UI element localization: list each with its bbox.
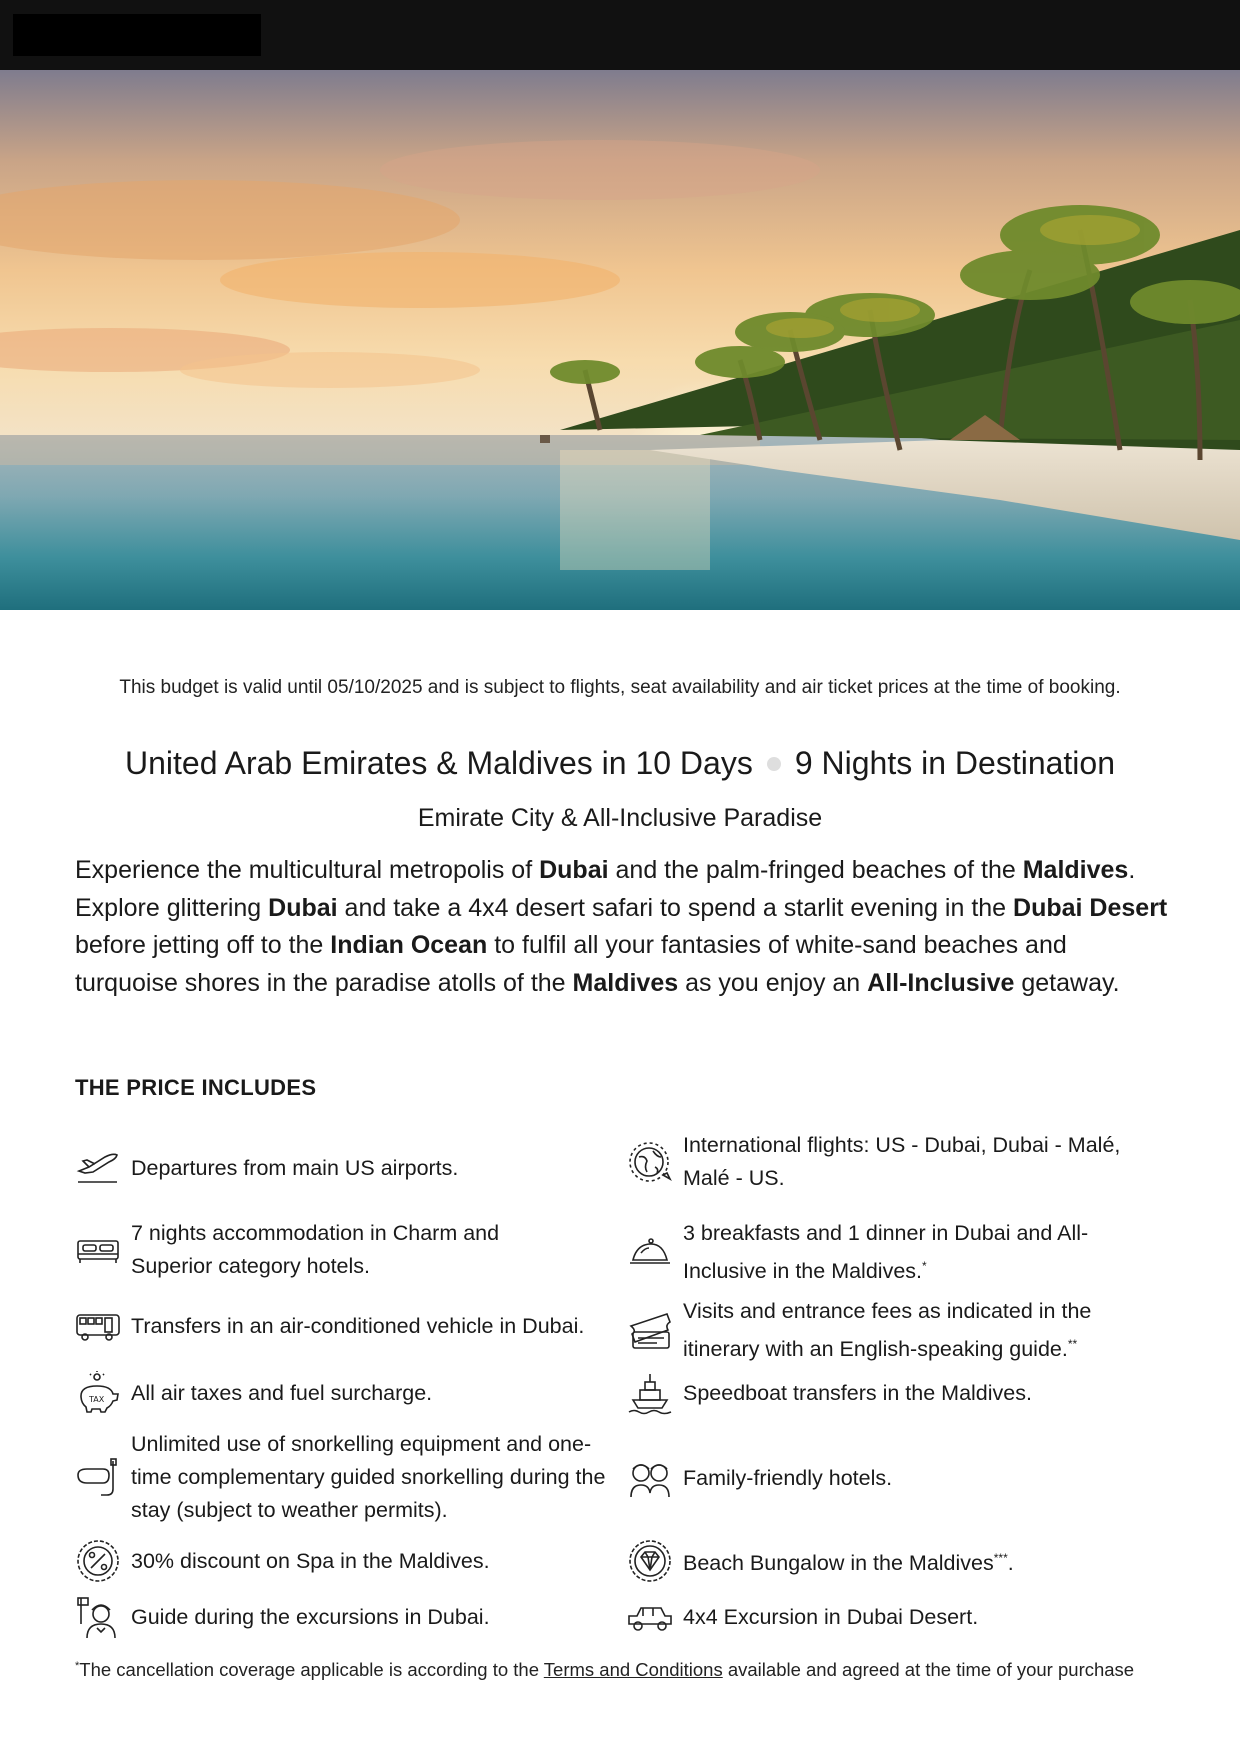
include-item-international-flights — [627, 1129, 1167, 1195]
ship-icon — [627, 1370, 673, 1416]
include-text: Guide during the excursions in Dubai. — [131, 1604, 490, 1629]
page-subtitle: Emirate City & All-Inclusive Paradise — [417, 804, 823, 832]
include-text — [683, 1542, 1014, 1580]
bed-icon — [75, 1227, 121, 1273]
description-text: as you enjoy an — [678, 968, 868, 997]
family-icon — [627, 1455, 673, 1501]
include-item-visits — [627, 1295, 1167, 1366]
footnote-text: The cancellation coverage applicable is according to the — [79, 1659, 544, 1681]
description-text: to fulfil all your fantasies of white-sand beaches and turquoise shores in the paradise atolls of the — [75, 931, 1067, 997]
include-text — [683, 1217, 1163, 1288]
discount-icon — [75, 1538, 121, 1584]
bus-icon — [75, 1303, 121, 1349]
include-item-snorkelling — [75, 1428, 615, 1527]
footnote-mark: * — [75, 1660, 80, 1672]
trip-description — [75, 852, 1170, 1002]
footnote-mark: *** — [993, 1550, 1008, 1565]
include-item-taxes — [75, 1370, 615, 1416]
price-includes-heading: THE PRICE INCLUDES — [75, 1075, 317, 1100]
include-item-spa-discount — [75, 1538, 615, 1584]
include-item-bungalow — [627, 1538, 1167, 1584]
svg-text:TAX: TAX — [89, 1395, 105, 1404]
description-bold: Indian Ocean — [330, 931, 488, 959]
terms-link[interactable]: Terms and Conditions — [543, 1659, 723, 1681]
tax-piggy-icon — [75, 1370, 121, 1416]
footnote-mark: * — [922, 1259, 927, 1273]
validity-note: This budget is valid until 05/10/2025 and is subject to flights, seat availability and air ticket prices at the time of booking. — [119, 677, 1121, 698]
include-item-departures — [75, 1145, 615, 1191]
title-main: United Arab Emirates & Maldives in 10 Days — [125, 745, 753, 781]
include-text-main: Beach Bungalow in the Maldives — [683, 1551, 994, 1576]
description-text: and the palm-fringed beaches of the — [608, 856, 1023, 884]
logo[interactable] — [13, 14, 261, 56]
beach-sunset-illustration — [0, 70, 1240, 610]
dish-icon — [627, 1230, 673, 1276]
include-text: Speedboat transfers in the Maldives. — [683, 1380, 1032, 1405]
title-nights: 9 Nights in Destination — [794, 745, 1115, 781]
description-bold: Dubai Desert — [1013, 893, 1168, 922]
include-item-family — [627, 1455, 1167, 1501]
description-text: before jetting off to the — [75, 931, 331, 959]
include-item-speedboat — [627, 1370, 1167, 1416]
globe-plane-icon — [627, 1139, 673, 1185]
include-text: 4x4 Excursion in Dubai Desert. — [683, 1604, 979, 1629]
description-bold: Dubai — [268, 893, 338, 922]
include-text — [683, 1295, 1163, 1366]
include-text: Unlimited use of snorkelling equipment and one-time complementary guided snorkelling during the stay (subject to weather permits). — [131, 1432, 606, 1522]
separator-dot — [767, 757, 781, 771]
description-bold: Maldives — [572, 968, 679, 997]
include-item-guide — [75, 1594, 615, 1640]
jeep-icon — [627, 1594, 673, 1640]
diamond-icon — [627, 1538, 673, 1584]
page-title — [0, 745, 1240, 782]
description-text: . Explore glittering — [75, 856, 1136, 922]
include-item-transfers — [75, 1303, 635, 1349]
include-text: International flights: US - Dubai, Dubai - Malé, Malé - US. — [683, 1133, 1121, 1190]
hero-image — [0, 70, 1240, 610]
include-item-meals — [627, 1217, 1167, 1288]
include-text: Departures from main US airports. — [131, 1155, 459, 1180]
footnote-text: available and agreed at the time of your purchase — [722, 1659, 1135, 1681]
ticket-icon — [627, 1308, 673, 1354]
include-text: 30% discount on Spa in the Maldives. — [131, 1548, 490, 1573]
include-item-accommodation — [75, 1217, 615, 1283]
top-bar — [0, 0, 1240, 70]
include-item-4x4 — [627, 1594, 1167, 1640]
plane-icon — [75, 1145, 121, 1191]
guide-icon — [75, 1594, 121, 1640]
description-text: Experience the multicultural metropolis of — [75, 856, 540, 884]
include-text: 7 nights accommodation in Charm and Superior category hotels. — [131, 1221, 500, 1278]
footnote-mark: ** — [1067, 1337, 1078, 1351]
include-text-main: Visits and entrance fees as indicated in the itinerary with an English-speaking guide. — [683, 1299, 1092, 1362]
snorkel-icon — [75, 1455, 121, 1501]
include-text-main: 3 breakfasts and 1 dinner in Dubai and All-Inclusive in the Maldives. — [683, 1221, 1089, 1284]
include-text: Family-friendly hotels. — [683, 1465, 893, 1490]
include-text: Transfers in an air-conditioned vehicle in Dubai. — [131, 1313, 585, 1338]
description-text: getaway. — [1014, 968, 1120, 997]
description-text: and take a 4x4 desert safari to spend a starlit evening in the — [337, 893, 1014, 922]
include-text-suffix: . — [1007, 1551, 1014, 1576]
description-bold: All-Inclusive — [867, 968, 1015, 997]
include-text: All air taxes and fuel surcharge. — [131, 1380, 433, 1405]
description-bold: Maldives — [1022, 856, 1129, 884]
cancellation-footnote — [75, 1652, 1175, 1684]
description-bold: Dubai — [539, 856, 609, 884]
